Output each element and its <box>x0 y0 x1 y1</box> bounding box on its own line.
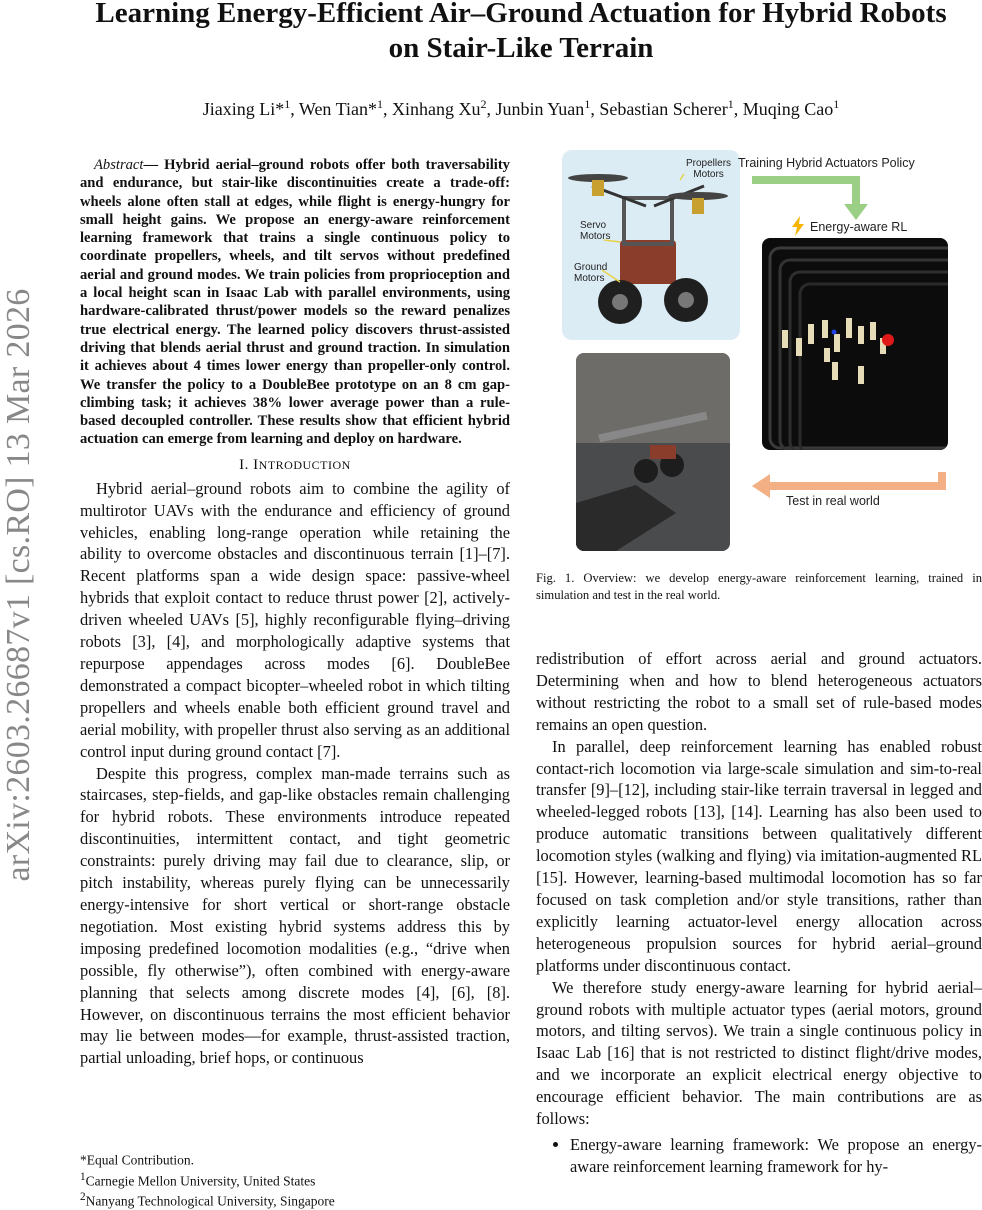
simulation-panel <box>762 238 948 450</box>
abstract-label: Abstract <box>94 157 144 173</box>
arxiv-identifier <box>0 260 41 910</box>
test-real-world-label: Test in real world <box>786 494 880 508</box>
contribution-list <box>536 1134 982 1178</box>
author: Sebastian Scherer$^1$, <box>599 97 743 119</box>
author: Muqing Cao$^1$ <box>742 97 840 119</box>
list-item: • Energy-aware learning framework: We propose an energy-aware reinforcement learning framework for hy- <box>570 1134 982 1178</box>
robot-diagram-panel <box>562 150 740 340</box>
figure-1 <box>562 150 962 560</box>
author-list <box>60 97 982 120</box>
author: Wen Tian*$^1$, <box>298 97 392 119</box>
section-heading-introduction: I. INTRODUCTION <box>239 456 351 473</box>
author: Xinhang Xu$^2$, <box>391 97 496 119</box>
footnote: $^1$Carnegie Mellon University, United States <box>80 1170 316 1188</box>
abstract-text: Hybrid aerial–ground robots offer both traversability and endurance, but stair-like discontinuities create a trade-off: wheels alone often stall at edges, while flight is energy-hungry for small height gains. We propose an energy-aware reinforcement learning framework that trains a single continuous policy to coordinate propellers, wheels, and tilt servos without predefined aerial and ground modes. We train policies from proprioception and a local height scan in Isaac Lab with parallel environments, using hardware-calibrated thrust/power models so the reward penalizes true electrical energy. The learned policy discovers thrust-assisted driving that blends aerial thrust and ground traction. In simulation it achieves about 4 times lower energy than propeller-only control. We transfer the policy to a DoubleBee prototype on an 8 cm gap-climbing task; it achieves 38% lower average power than a rule-based decoupled controller. These results show that efficient hybrid actuation can emerge from learning and deploy on hardware. <box>80 157 510 448</box>
author: Jiaxing Li*$^1$, <box>202 97 299 119</box>
paragraph: In parallel, deep reinforcement learning has enabled robust contact-rich locomotion via large-scale simulation and sim-to-real transfer [9]–[12], including stair-like terrain traversal in legged and wheeled-legged robots [13], [14]. Learning has also been used to produce automatic transitions between qualitatively different locomotion styles (walking and flying) via imitation-augmented RL [15]. However, learning-based multimodal locomotion has so far focused on task completion and/or style transitions, rather than explicitly learning actuator-level energy allocation across heterogeneous propulsion sources for hybrid aerial–ground platforms under discontinuous contact. <box>536 736 982 975</box>
paragraph: We therefore study energy-aware learning for hybrid aerial–ground robots with multiple actuator types (aerial motors, ground motors, and tilting servos). We train a single continuous policy in Isaac Lab [16] that is not restricted to distinct flight/drive modes, and we incorporate an explicit electrical energy objective to encourage efficient behavior. The main contributions are as follows: <box>536 977 982 1129</box>
paragraph: redistribution of effort across aerial and ground actuators. Determining when and how to blend heterogeneous actuators without restricting the robot to a small set of rule-based modes remains an open question. <box>536 649 982 734</box>
propellers-motors-label: Propellers Motors <box>686 158 732 180</box>
caption-label: Fig. 1. <box>536 571 575 585</box>
title-line-2: on Stair-Like Terrain <box>388 32 654 64</box>
training-policy-label: Training Hybrid Actuators Policy <box>738 156 915 170</box>
servo-motors-label: Servo Motors <box>580 220 611 242</box>
energy-aware-rl-label: Energy-aware RL <box>810 220 908 234</box>
footnote: *Equal Contribution. <box>80 1152 194 1168</box>
right-column <box>536 648 982 1178</box>
footnotes <box>80 1148 335 1210</box>
arxiv-id-text: arXiv:2603.26687v1 [cs.RO] 13 Mar 2026 <box>0 288 37 882</box>
real-world-photo-panel <box>576 353 730 551</box>
author: Junbin Yuan$^1$, <box>495 97 600 119</box>
paragraph: Hybrid aerial–ground robots aim to combine the agility of multirotor UAVs with the endurance and efficiency of ground vehicles, enabling long-range operation while retaining the ability to overcome obstacles and discontinuous terrain [1]–[7]. Recent platforms span a wide design space: passive-wheel hybrids that exploit contact to reduce thrust power [2], actively-driven wheeled UAVs [5], highly reconfigurable flying–driving robots [3], [4], and morphologically adaptive systems that repurpose appendages across modes [6]. DoubleBee demonstrated a compact bicopter–wheeled robot in which tilting propellers and wheels enable both efficient ground travel and aerial mobility, with propeller thrust also serving as an additional control input during ground contact [7]. <box>80 478 510 761</box>
abstract: Abstract— Hybrid aerial–ground robots offer both traversability and endurance, but stair-like discontinuities create a trade-off: wheels alone often stall at edges, while flight is energy-hungry for small height gains. We propose an energy-aware reinforcement learning framework that trains a single continuous policy to coordinate propellers, wheels, and tilt servos without predefined aerial and ground modes. We train policies from proprioception and a local height scan in Isaac Lab with parallel environments, using hardware-calibrated thrust/power models so the reward penalizes true electrical energy. The learned policy discovers thrust-assisted driving that blends aerial thrust and ground traction. In simulation it achieves about 4 times lower energy than propeller-only control. We transfer the policy to a DoubleBee prototype on an 8 cm gap-climbing task; it achieves 38% lower average power than a rule-based decoupled controller. These results show that efficient hybrid actuation can emerge from learning and deploy on hardware. <box>80 157 510 448</box>
paragraph: Despite this progress, complex man-made terrains such as staircases, step-fields, and gap-like obstacles remain challenging for hybrid robots. These environments introduce repeated discontinuities, intermittent contact, and tight geometric constraints: purely driving may fail due to clearance, slip, or pitch instability, whereas purely flying can be unnecessarily energy-intensive for short vertical or short-range obstacle negotiation. Most existing hybrid systems address this by imposing predefined locomotion modalities (e.g., “drive when possible, fly otherwise”), often combined with energy-aware planning that selects among discrete modes [4], [6], [8]. However, on discontinuous terrains the most efficient behavior may lie between modes—for example, thrust-assisted traction, partial unloading, brief hops, or continuous <box>80 763 510 1068</box>
left-column <box>80 156 510 1069</box>
lightning-icon <box>790 216 806 236</box>
real-world-illustration <box>576 353 730 551</box>
title-line-1: Learning Energy-Efficient Air–Ground Actuation for Hybrid Robots <box>95 0 947 29</box>
paper-title <box>60 0 982 66</box>
caption-text: Overview: we develop energy-aware reinforcement learning, trained in simulation and test in the real world. <box>536 571 982 602</box>
arrow-down-icon <box>748 176 878 222</box>
ground-motors-label: Ground Motors <box>574 262 608 284</box>
footnote: $^2$Nanyang Technological University, Singapore <box>80 1191 335 1209</box>
figure-caption <box>536 570 982 603</box>
simulation-illustration <box>762 238 948 450</box>
